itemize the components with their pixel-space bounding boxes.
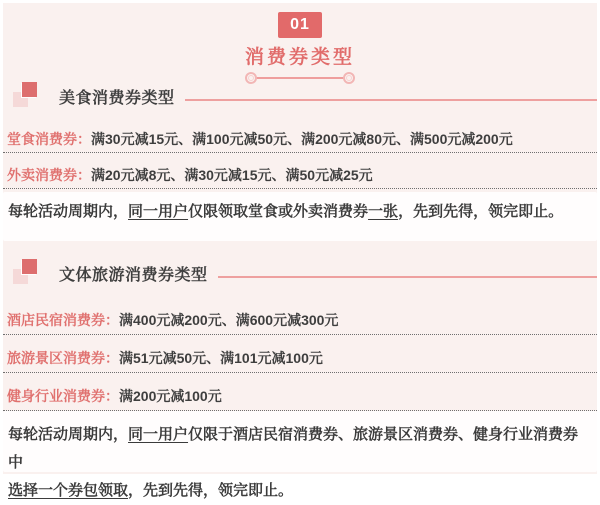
voucher-row <box>3 373 597 411</box>
voucher-row-label: 旅游景区消费券： <box>7 350 119 366</box>
page-title: 消费券类型 <box>244 47 355 68</box>
content-area <box>3 3 597 499</box>
square-dark <box>22 82 37 97</box>
square-dark <box>22 259 37 274</box>
section-header-line <box>185 99 597 101</box>
note-emphasis-underlined: 同一用户 <box>128 203 189 220</box>
voucher-row-value: 满400元减200元、满600元减300元 <box>119 312 339 328</box>
voucher-section <box>3 82 597 241</box>
note-segment: 每轮活动周期内， <box>8 426 129 443</box>
divider-line <box>255 77 345 79</box>
voucher-row <box>3 297 597 335</box>
section-header <box>3 259 597 285</box>
note-text <box>8 421 589 505</box>
voucher-row-label: 酒店民宿消费券： <box>7 312 119 328</box>
voucher-row-value: 满200元减100元 <box>119 388 222 404</box>
note-emphasis-underlined: 选择一个券包领取 <box>8 482 129 499</box>
voucher-section <box>3 259 597 499</box>
voucher-row <box>3 335 597 373</box>
note-emphasis-underlined: 同一用户 <box>128 426 189 443</box>
section-header <box>3 82 597 108</box>
note-segment: ，先到先得，领完即止。 <box>128 482 294 499</box>
section-header-line <box>218 276 597 278</box>
note-box <box>3 192 597 241</box>
note-segment: 每轮活动周期内， <box>8 203 129 220</box>
note-segment: ，先到先得，领完即止。 <box>398 203 564 220</box>
section-heading: 美食消费券类型 <box>59 90 175 107</box>
note-box <box>3 411 597 499</box>
voucher-row-label: 外卖消费券： <box>7 167 91 183</box>
overlapping-squares-icon <box>13 259 38 285</box>
note-emphasis-underlined: 一张 <box>368 203 399 220</box>
voucher-row-value: 满20元减8元、满30元减15元、满50元减25元 <box>91 167 373 183</box>
section-number-badge: 01 <box>278 12 322 38</box>
voucher-row-value: 满51元减50元、满101元减100元 <box>119 350 323 366</box>
section-heading: 文体旅游消费券类型 <box>59 267 208 284</box>
voucher-rows <box>3 117 597 189</box>
voucher-row-value: 满30元减15元、满100元减50元、满200元减80元、满500元减200元 <box>91 131 513 147</box>
note-segment: 仅限于酒店民宿消费券、旅游景区消费券、健身行业消费券中 <box>8 426 579 471</box>
voucher-row-label: 堂食消费券： <box>7 131 91 147</box>
note-text <box>8 202 589 222</box>
voucher-row <box>3 117 597 153</box>
overlapping-squares-icon <box>13 82 38 108</box>
voucher-row-label: 健身行业消费券： <box>7 388 119 404</box>
voucher-rows <box>3 297 597 411</box>
voucher-row <box>3 153 597 189</box>
note-segment: 仅限领取堂食或外卖消费券 <box>188 203 369 220</box>
